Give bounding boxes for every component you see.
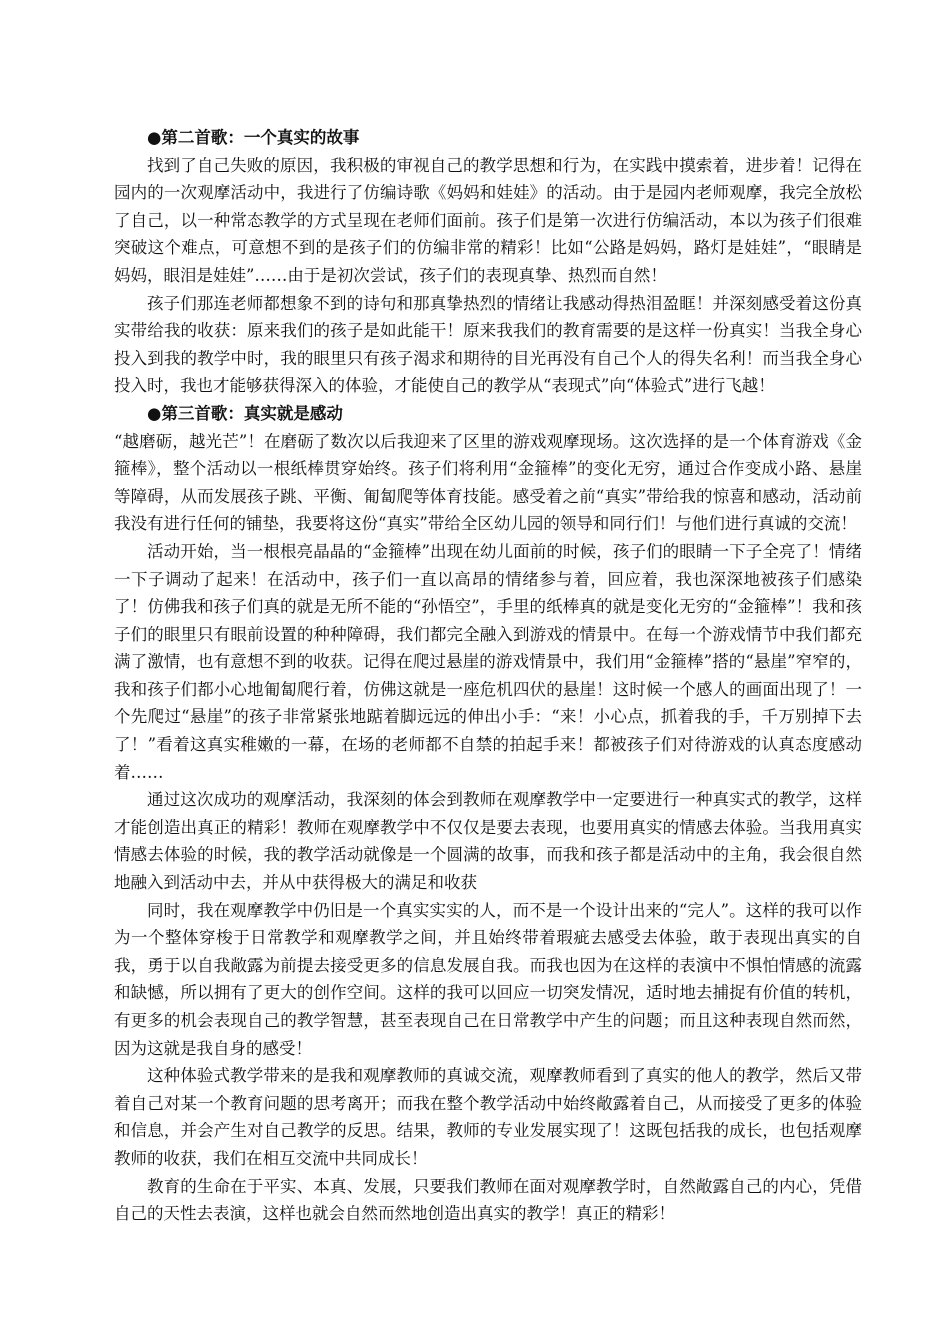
paragraph: 这种体验式教学带来的是我和观摩教师的真诚交流，观摩教师看到了真实的他人的教学，然后又带着自己对某一个教育问题的思考离开；而我在整个教学活动中始终敞露着自己，从而接受了更多的体验和信息，并会产生对自己教学的反思。结果，教师的专业发展实现了！这既包括我的成长，也包括观摩教师的收获，我们在相互交流中共同成长！ — [114, 1066, 862, 1168]
paragraph: 通过这次成功的观摩活动，我深刻的体会到教师在观摩教学中一定要进行一种真实式的教学，这样才能创造出真正的精彩！教师在观摩教学中不仅仅是要去表现，也要用真实的情感去体验。当我用真实情感去体验的时候，我的教学活动就像是一个圆满的故事，而我和孩子都是活动中的主角，我会很自然地融入到活动中去，并从中获得极大的满足和收获 — [114, 790, 862, 893]
section-heading-song-2: ●第二首歌：一个真实的故事 — [147, 128, 360, 147]
document-page — [114, 124, 862, 1228]
paragraph: 活动开始，当一根根亮晶晶的“金箍棒”出现在幼儿面前的时候，孩子们的眼睛一下子全亮了！情绪一下子调动了起来！在活动中，孩子们一直以高昂的情绪参与着，回应着，我也深深地被孩子们感染了！仿佛我和孩子们真的就是无所不能的“孙悟空”，手里的纸棒真的就是变化无穷的“金箍棒”！我和孩子们的眼里只有眼前设置的种种障碍，我们都完全融入到游戏的情景中。在每一个游戏情节中我们都充满了激情，也有意想不到的收获。记得在爬过悬崖的游戏情景中，我们用“金箍棒”搭的“悬崖”窄窄的，我和孩子们都小心地匍匐爬行着，仿佛这就是一座危机四伏的悬崖！这时候一个感人的画面出现了！一个先爬过“悬崖”的孩子非常紧张地踮着脚远远的伸出小手：“来！小心点，抓着我的手，千万别掉下去了！”看着这真实稚嫩的一幕，在场的老师都不自禁的拍起手来！都被孩子们对待游戏的认真态度感动着…… — [114, 541, 862, 782]
section-heading-song-3: ●第三首歌：真实就是感动 — [147, 403, 343, 423]
paragraph: 找到了自己失败的原因，我积极的审视自己的教学思想和行为，在实践中摸索着，进步着！记得在园内的一次观摩活动中，我进行了仿编诗歌《妈妈和娃娃》的活动。由于是园内老师观摩，我完全放松了自己，以一种常态教学的方式呈现在老师们面前。孩子们是第一次进行仿编活动，本以为孩子们很难突破这个难点，可意想不到的是孩子们的仿编非常的精彩！比如“公路是妈妈，路灯是娃娃”，“眼睛是妈妈，眼泪是娃娃”……由于是初次尝试，孩子们的表现真挚、热烈而自然！ — [114, 155, 862, 285]
paragraph: 教育的生命在于平实、本真、发展，只要我们教师在面对观摩教学时，自然敞露自己的内心，凭借自己的天性去表演，这样也就会自然而然地创造出真实的教学！真正的精彩！ — [114, 1176, 862, 1224]
paragraph: 孩子们那连老师都想象不到的诗句和那真挚热烈的情绪让我感动得热泪盈眶！并深刻感受着这份真实带给我的收获：原来我们的孩子是如此能干！原来我我们的教育需要的是这样一份真实！当我全身心投入到我的教学中时，我的眼里只有孩子渴求和期待的目光再没有自己个人的得失名利！而当我全身心投入时，我也才能够获得深入的体验，才能使自己的教学从“表现式”向“体验式”进行飞越！ — [114, 293, 862, 396]
paragraph: 同时，我在观摩教学中仍旧是一个真实实实的人，而不是一个设计出来的“完人”。这样的我可以作为一个整体穿梭于日常教学和观摩教学之间，并且始终带着瑕疵去感受去体验，敢于表现出真实的自我，勇于以自我敞露为前提去接受更多的信息发展自我。而我也因为在这样的表演中不惧怕情感的流露和缺憾，所以拥有了更大的创作空间。这样的我可以回应一切突发情况，适时地去捕捉有价值的转机，有更多的机会表现自己的教学智慧，甚至表现自己在日常教学中产生的问题；而且这种表现自然而然，因为这就是我自身的感受！ — [114, 900, 862, 1058]
paragraph: “越磨砺，越光芒”！在磨砺了数次以后我迎来了区里的游戏观摩现场。这次选择的是一个体育游戏《金箍棒》，整个活动以一根纸棒贯穿始终。孩子们将利用“金箍棒”的变化无穷，通过合作变成小路、悬崖等障碍，从而发展孩子跳、平衡、匍匐爬等体育技能。感受着之前“真实”带给我的惊喜和感动，活动前我没有进行任何的铺垫，我要将这份“真实”带给全区幼儿园的领导和同行们！与他们进行真诚的交流！ — [114, 431, 862, 534]
